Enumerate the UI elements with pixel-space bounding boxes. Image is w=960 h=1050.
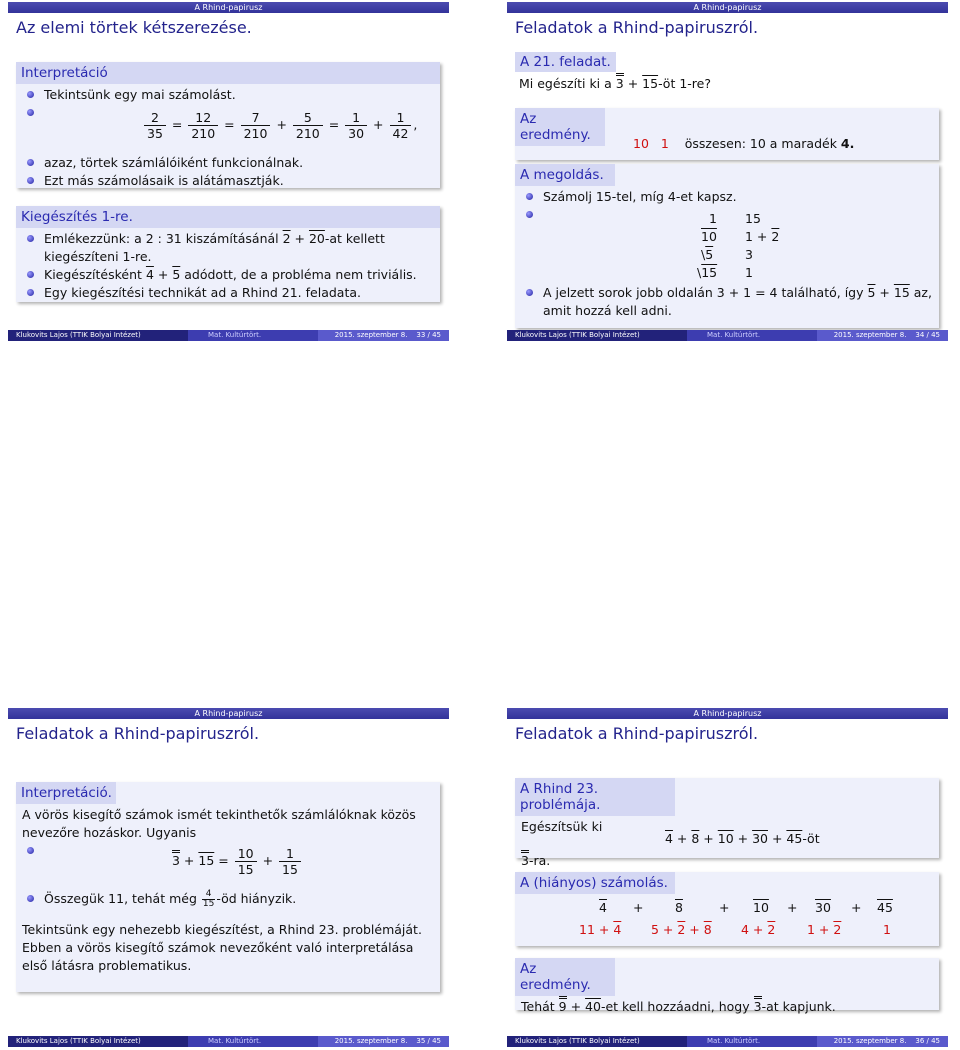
fraction-equation: 3 + 15 = $\frac{10}{15}$ + $\frac{1}{15}$ bbox=[172, 846, 303, 877]
footer-author: Klukovits Lajos (TTIK Bolyai Intézet) bbox=[507, 330, 687, 341]
list-item: Ezt más számolásaik is alátámasztják. bbox=[22, 172, 434, 190]
fraction-equation: $\frac{2}{35}$ = $\frac{12}{210}$ = $\frac{7}{210}$ + $\frac{5}{210}$ = $\frac{1}{30}$ + $\frac{1}{42}$ , bbox=[142, 110, 417, 141]
slide-header: A Rhind-papirusz bbox=[8, 708, 449, 719]
list-item: Összegük 11, tehát még $\frac{4}{15}$ -öd hiányzik. bbox=[22, 890, 434, 909]
slide-header: A Rhind-papirusz bbox=[507, 2, 948, 13]
footer-course: Mat. Kultúrtört. bbox=[188, 330, 318, 341]
list-item: Egy kiegészítési technikát ad a Rhind 21. feladata. bbox=[22, 284, 434, 302]
block-title: Az eredmény. bbox=[515, 958, 615, 996]
result-text: 10 1 összesen: 10 a maradék 4. bbox=[633, 136, 855, 151]
interpretation-block bbox=[16, 782, 440, 992]
footer-date-page: 2015. szeptember 8. 36 / 45 bbox=[817, 1036, 948, 1047]
slide-33 bbox=[8, 0, 449, 341]
slide-36 bbox=[507, 706, 948, 1047]
slide-header: A Rhind-papirusz bbox=[507, 708, 948, 719]
list-item-equation bbox=[22, 842, 434, 890]
block-title: A Rhind 23. problémája. bbox=[515, 778, 675, 816]
slide-35 bbox=[8, 706, 449, 1047]
footer-author: Klukovits Lajos (TTIK Bolyai Intézet) bbox=[507, 1036, 687, 1047]
outro-text: Tekintsünk egy nehezebb kiegészítést, a Rhind 23. problémáját. Ebben a vörös kisegítő számok nevezőként való interpretálása első látásra problematikus. bbox=[22, 922, 422, 973]
footer-date-page: 2015. szeptember 8. 35 / 45 bbox=[318, 1036, 449, 1047]
problem-expression: 4 + 8 + 10 + 30 + 45-öt bbox=[665, 831, 820, 846]
result-block bbox=[515, 958, 939, 1014]
footer-course: Mat. Kultúrtört. bbox=[687, 330, 817, 341]
intro-text: A vörös kisegítő számok ismét tekinthetők számlálóknak közös nevezőre hozáskor. Ugyanis bbox=[22, 807, 416, 840]
list-item: Emlékezzünk: a 2 : 31 kiszámításánál 2 + 20-at kellett kiegészíteni 1-re. bbox=[22, 230, 434, 266]
completion-block bbox=[16, 206, 440, 302]
list-item: azaz, törtek számlálóiként funkcionálnak. bbox=[22, 154, 434, 172]
slide-title: Feladatok a Rhind-papiruszról. bbox=[515, 18, 759, 37]
interpretation-block bbox=[16, 62, 440, 188]
computation-table: 4 + 8 + 10 + 30 + 45 11 + 4 5 + 2 + 8 4 + 2 1 + 2 1 bbox=[579, 900, 893, 937]
problem-text-1: Egészítsük ki bbox=[521, 819, 603, 834]
block-title: Kiegészítés 1-re. bbox=[16, 206, 440, 228]
computation-block bbox=[515, 872, 939, 946]
result-text: Tehát 9 + 40-et kell hozzáadni, hogy 3-at kapjunk. bbox=[521, 998, 933, 1016]
footer-author: Klukovits Lajos (TTIK Bolyai Intézet) bbox=[8, 330, 188, 341]
list-item: A jelzett sorok jobb oldalán 3 + 1 = 4 található, így 5 + 15 az, amit hozzá kell adni. bbox=[521, 284, 933, 320]
slide-footer bbox=[8, 1036, 449, 1047]
slide-footer bbox=[507, 330, 948, 341]
slide-footer bbox=[507, 1036, 948, 1047]
result-block bbox=[515, 108, 939, 160]
problem-text-3: 3-ra. bbox=[521, 852, 550, 870]
list-item: Számolj 15-tel, míg 4-et kapsz. bbox=[521, 188, 933, 206]
block-title: Az eredmény. bbox=[515, 108, 605, 146]
slide-title: Feladatok a Rhind-papiruszról. bbox=[515, 724, 759, 743]
block-title: A megoldás. bbox=[515, 164, 615, 186]
list-item-equation bbox=[22, 104, 434, 154]
block-title: A (hiányos) számolás. bbox=[515, 872, 675, 894]
list-item: Tekintsünk egy mai számolást. bbox=[22, 86, 434, 104]
slide-34 bbox=[507, 0, 948, 341]
task-title: A 21. feladat. bbox=[515, 52, 616, 72]
list-item-table bbox=[521, 206, 933, 284]
list-item: Kiegészítésként 4 + 5 adódott, de a probléma nem triviális. bbox=[22, 266, 434, 284]
block-title: Interpretáció. bbox=[16, 782, 116, 804]
task-text: Mi egészíti ki a 3 + 15-öt 1-re? bbox=[519, 76, 711, 91]
problem-block bbox=[515, 778, 939, 868]
footer-course: Mat. Kultúrtört. bbox=[687, 1036, 817, 1047]
block-title: Interpretáció bbox=[16, 62, 440, 84]
footer-author: Klukovits Lajos (TTIK Bolyai Intézet) bbox=[8, 1036, 188, 1047]
solution-block bbox=[515, 164, 939, 328]
slide-footer bbox=[8, 330, 449, 341]
computation-table: 1 15 10 1 + 2 \5 3 \15 1 bbox=[697, 211, 780, 280]
slide-title: Feladatok a Rhind-papiruszról. bbox=[16, 724, 260, 743]
footer-course: Mat. Kultúrtört. bbox=[188, 1036, 318, 1047]
footer-date-page: 2015. szeptember 8. 34 / 45 bbox=[817, 330, 948, 341]
slide-header: A Rhind-papirusz bbox=[8, 2, 449, 13]
footer-date-page: 2015. szeptember 8. 33 / 45 bbox=[318, 330, 449, 341]
slide-title: Az elemi törtek kétszerezése. bbox=[16, 18, 252, 37]
